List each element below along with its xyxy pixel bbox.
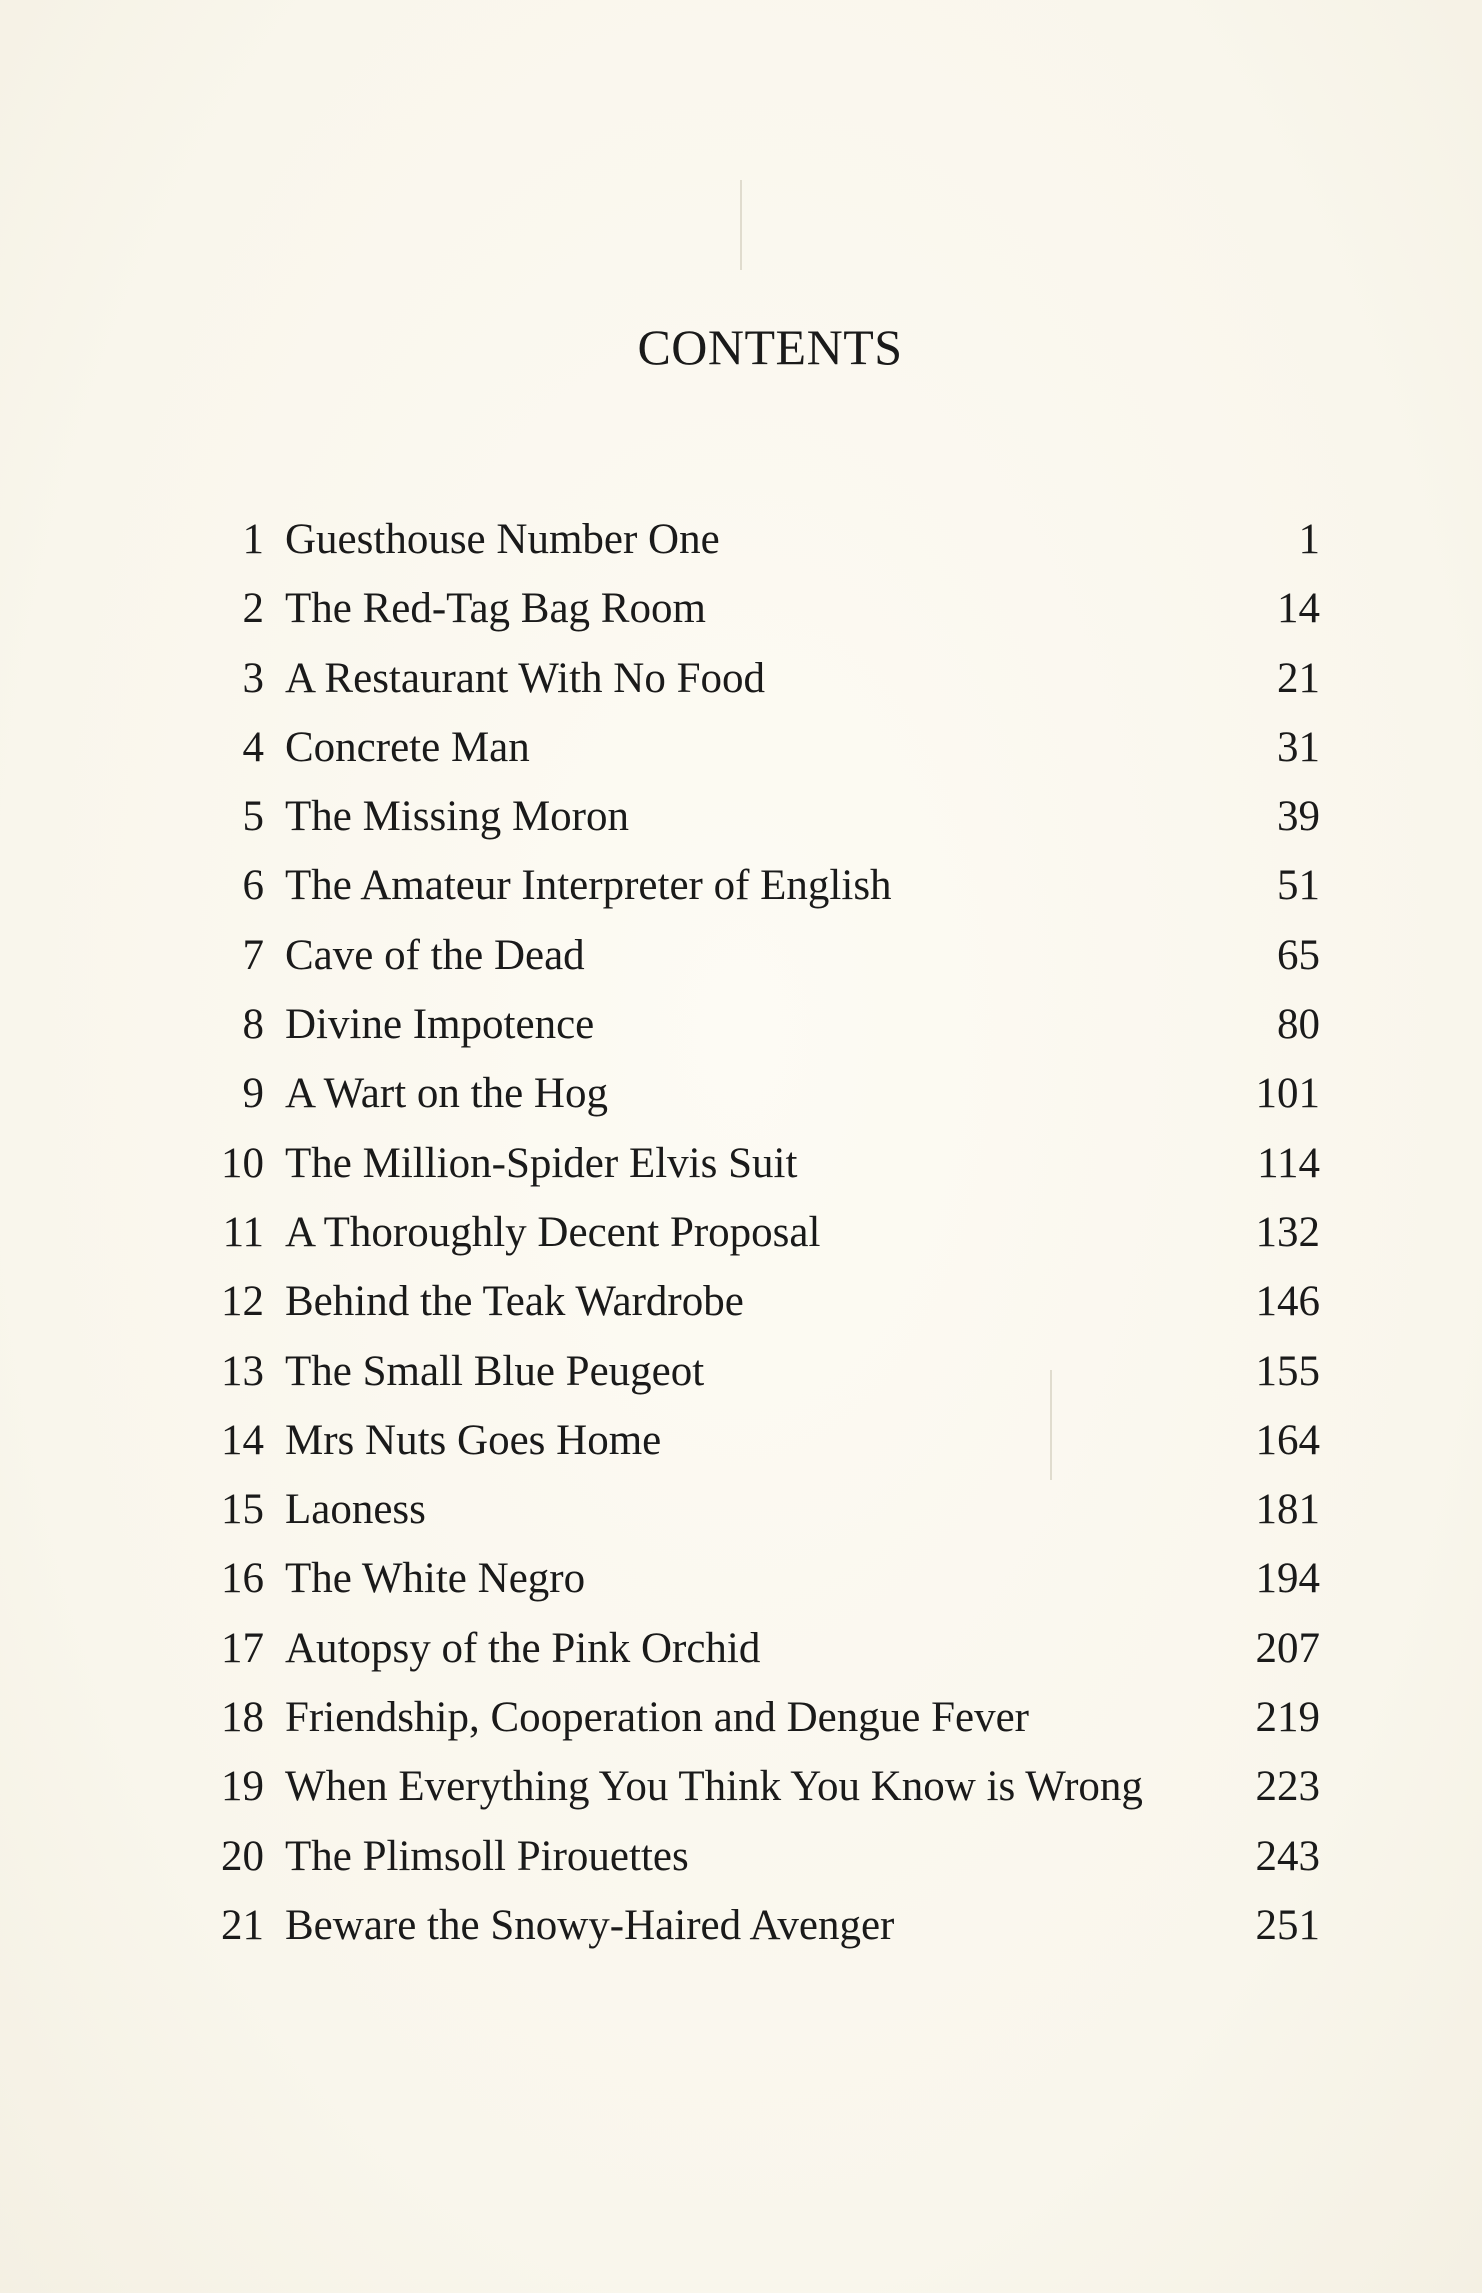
chapter-title: The Amateur Interpreter of English xyxy=(285,862,892,910)
toc-entry[interactable] xyxy=(0,782,1482,851)
page-number: 39 xyxy=(1277,793,1320,841)
chapter-number: 12 xyxy=(221,1278,264,1326)
toc-entry[interactable] xyxy=(0,1683,1482,1752)
page-number: 132 xyxy=(1255,1208,1320,1256)
chapter-number: 15 xyxy=(221,1486,264,1534)
toc-entry[interactable] xyxy=(0,1198,1482,1267)
toc-entry[interactable] xyxy=(0,713,1482,782)
chapter-title: Cave of the Dead xyxy=(285,931,585,979)
chapter-number: 9 xyxy=(242,1070,264,1118)
chapter-title: A Restaurant With No Food xyxy=(285,654,766,702)
page-number: 14 xyxy=(1277,585,1320,633)
toc-entry[interactable] xyxy=(0,851,1482,920)
toc-entry[interactable] xyxy=(0,1267,1482,1336)
chapter-number: 10 xyxy=(221,1139,264,1187)
toc-entry[interactable] xyxy=(0,505,1482,574)
page-number: 51 xyxy=(1277,862,1320,910)
chapter-number: 2 xyxy=(242,585,264,633)
page-number: 194 xyxy=(1255,1555,1320,1603)
page-number: 114 xyxy=(1257,1139,1320,1187)
chapter-number: 13 xyxy=(221,1347,264,1395)
chapter-number: 19 xyxy=(221,1763,264,1811)
chapter-title: A Thoroughly Decent Proposal xyxy=(285,1208,821,1256)
page-number: 155 xyxy=(1255,1347,1320,1395)
chapter-title: Laoness xyxy=(285,1486,426,1534)
chapter-title: A Wart on the Hog xyxy=(285,1070,608,1118)
chapter-number: 7 xyxy=(242,931,264,979)
chapter-title: Mrs Nuts Goes Home xyxy=(285,1416,662,1464)
page-number: 223 xyxy=(1255,1763,1320,1811)
toc-entry[interactable] xyxy=(0,574,1482,643)
page-number: 219 xyxy=(1255,1694,1320,1742)
page-number: 1 xyxy=(1298,516,1320,563)
paper-mark xyxy=(740,180,742,270)
page-number: 31 xyxy=(1277,723,1320,771)
toc-entry[interactable] xyxy=(0,1752,1482,1821)
toc-entry[interactable] xyxy=(0,644,1482,713)
chapter-title: Friendship, Cooperation and Dengue Fever xyxy=(285,1694,1029,1742)
page-number: 181 xyxy=(1255,1486,1320,1534)
page-number: 146 xyxy=(1255,1278,1320,1326)
toc-entry[interactable] xyxy=(0,1544,1482,1613)
toc-entry[interactable] xyxy=(0,1406,1482,1475)
toc-entry[interactable] xyxy=(0,1614,1482,1683)
page-number: 243 xyxy=(1255,1832,1320,1880)
chapter-number: 3 xyxy=(242,654,264,702)
chapter-number: 21 xyxy=(221,1901,264,1949)
page-number: 207 xyxy=(1255,1624,1320,1672)
page-number: 101 xyxy=(1255,1070,1320,1118)
chapter-number: 4 xyxy=(242,723,264,771)
chapter-number: 1 xyxy=(242,516,264,563)
chapter-number: 5 xyxy=(242,793,264,841)
chapter-number: 8 xyxy=(242,1001,264,1049)
chapter-title: The White Negro xyxy=(285,1555,586,1603)
page-title: CONTENTS xyxy=(637,319,903,375)
toc-entry[interactable] xyxy=(0,1891,1482,1960)
toc-entry[interactable] xyxy=(0,1059,1482,1128)
chapter-number: 17 xyxy=(221,1624,264,1672)
page-number: 65 xyxy=(1277,931,1320,979)
toc-entry[interactable] xyxy=(0,921,1482,990)
toc-entry[interactable] xyxy=(0,1822,1482,1891)
chapter-title: Behind the Teak Wardrobe xyxy=(285,1278,744,1326)
chapter-title: The Red-Tag Bag Room xyxy=(285,585,706,633)
toc-entry[interactable] xyxy=(0,1337,1482,1406)
page-number: 164 xyxy=(1255,1416,1320,1464)
chapter-title: Beware the Snowy-Haired Avenger xyxy=(285,1901,895,1949)
chapter-number: 18 xyxy=(221,1694,264,1742)
page-number: 251 xyxy=(1255,1901,1320,1949)
chapter-title: Guesthouse Number One xyxy=(285,516,720,563)
chapter-number: 14 xyxy=(221,1416,264,1464)
chapter-number: 16 xyxy=(221,1555,264,1603)
toc-entry[interactable] xyxy=(0,990,1482,1059)
page-number: 80 xyxy=(1277,1001,1320,1049)
toc-entry[interactable] xyxy=(0,1475,1482,1544)
chapter-title: The Missing Moron xyxy=(285,793,629,841)
chapter-number: 20 xyxy=(221,1832,264,1880)
chapter-number: 11 xyxy=(222,1208,264,1256)
toc-entry[interactable] xyxy=(0,1129,1482,1198)
table-of-contents xyxy=(0,505,1482,1960)
chapter-title: The Plimsoll Pirouettes xyxy=(285,1832,689,1880)
chapter-title: The Small Blue Peugeot xyxy=(285,1347,705,1395)
page-number: 21 xyxy=(1277,654,1320,702)
chapter-title: When Everything You Think You Know is Wrong xyxy=(285,1763,1143,1811)
chapter-title: Autopsy of the Pink Orchid xyxy=(285,1624,761,1672)
chapter-title: Divine Impotence xyxy=(285,1001,595,1049)
chapter-title: Concrete Man xyxy=(285,723,530,771)
chapter-number: 6 xyxy=(242,862,264,910)
chapter-title: The Million-Spider Elvis Suit xyxy=(285,1139,798,1187)
